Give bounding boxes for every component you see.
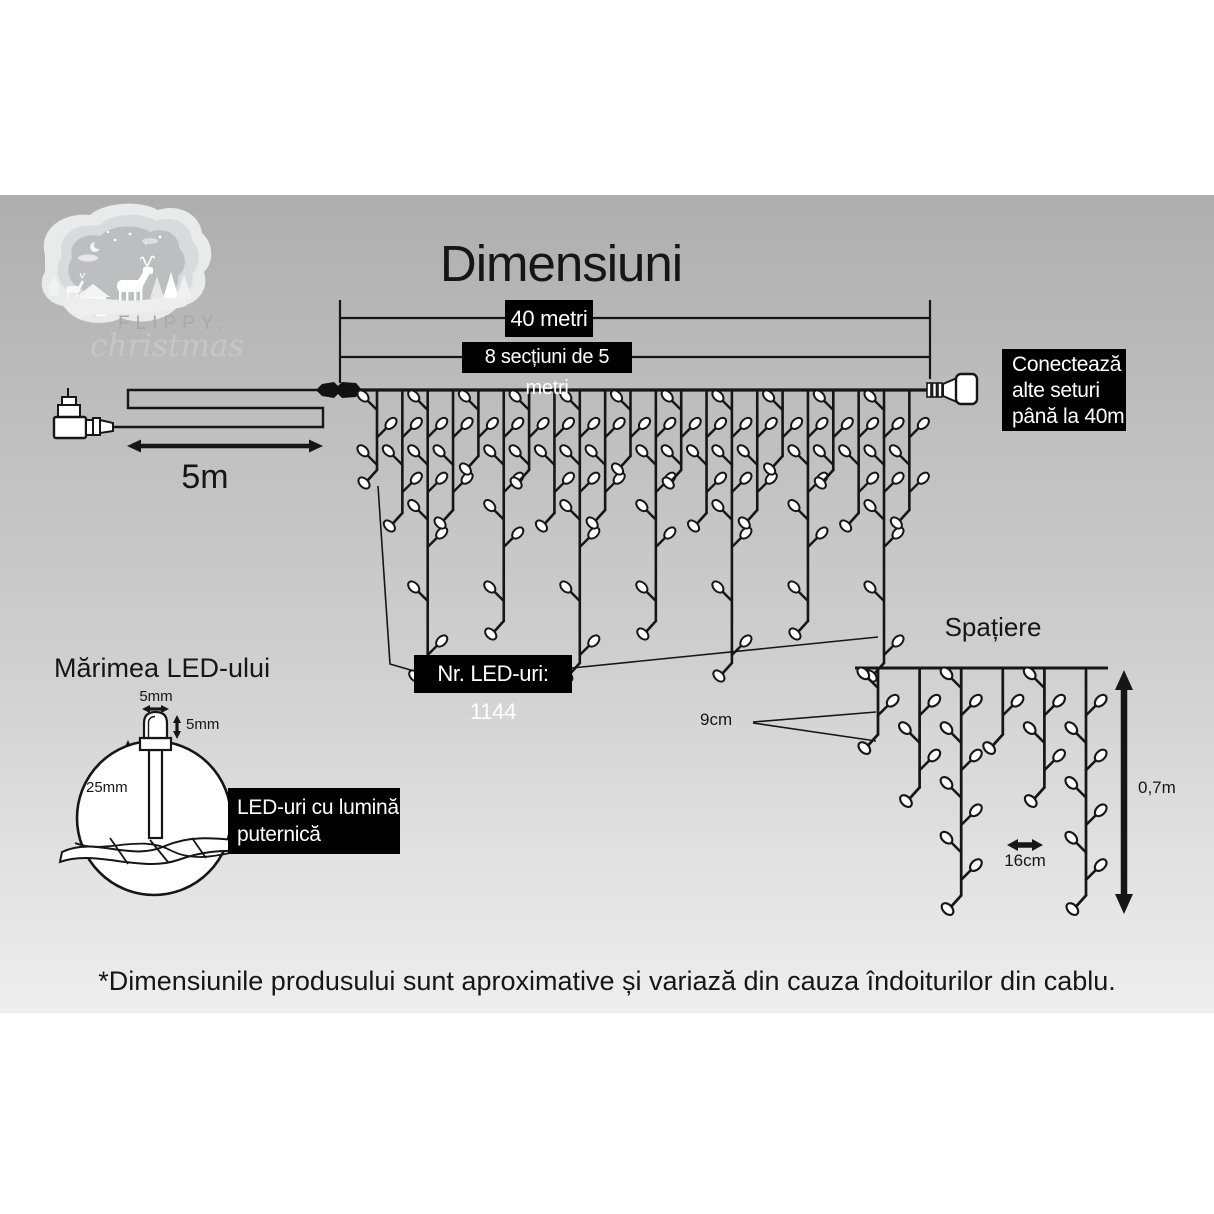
led-gap-label: 9cm: [700, 710, 733, 729]
led-size-heading: Mărimea LED-ului: [54, 653, 271, 683]
connect-note-line1: Conectează: [1012, 353, 1122, 376]
drop-height-label: 0,7m: [1138, 778, 1176, 797]
power-plug-icon: [54, 388, 113, 438]
spacing-curtain: [855, 665, 1109, 917]
led-width-label: 5mm: [139, 688, 173, 705]
logo-cloud: [42, 204, 212, 323]
logo-brand-text: FLIPPY.: [118, 313, 229, 334]
led-count-badge: Nr. LED-uri: 1144: [414, 655, 572, 693]
lead-length-label: 5m: [181, 458, 229, 496]
led-note-line2: puternică: [237, 823, 321, 846]
led-dome-label: 5mm: [186, 716, 220, 733]
connect-note-line3: până la 40m: [1012, 405, 1125, 428]
end-connector-icon: [927, 374, 977, 404]
spacing-heading: Spațiere: [944, 612, 1042, 642]
icicle-curtain: [355, 388, 931, 683]
led-length-label: 25mm: [86, 779, 128, 796]
lead-cable: [114, 390, 323, 427]
led-note-line1: LED-uri cu lumină: [237, 796, 399, 819]
connect-note-line2: alte seturi: [1012, 379, 1100, 402]
led-note-badge: [228, 788, 400, 854]
callout-lines: [378, 486, 878, 741]
footnote: *Dimensiunile produsului sunt aproximative și variază din cauza îndoiturilor din cablu.: [98, 966, 1116, 996]
led-size-diagram: [60, 712, 250, 895]
drop-gap-label: 16cm: [1004, 851, 1046, 870]
measure-lines: [340, 300, 930, 383]
sections-badge: 8 secțiuni de 5 metri: [462, 342, 632, 373]
total-length-badge: 40 metri: [505, 300, 593, 337]
start-connector-icon: [316, 382, 362, 398]
page-title: Dimensiuni: [439, 235, 683, 292]
connect-note-badge: [1002, 349, 1126, 431]
logo-script-text: christmas: [90, 328, 245, 364]
